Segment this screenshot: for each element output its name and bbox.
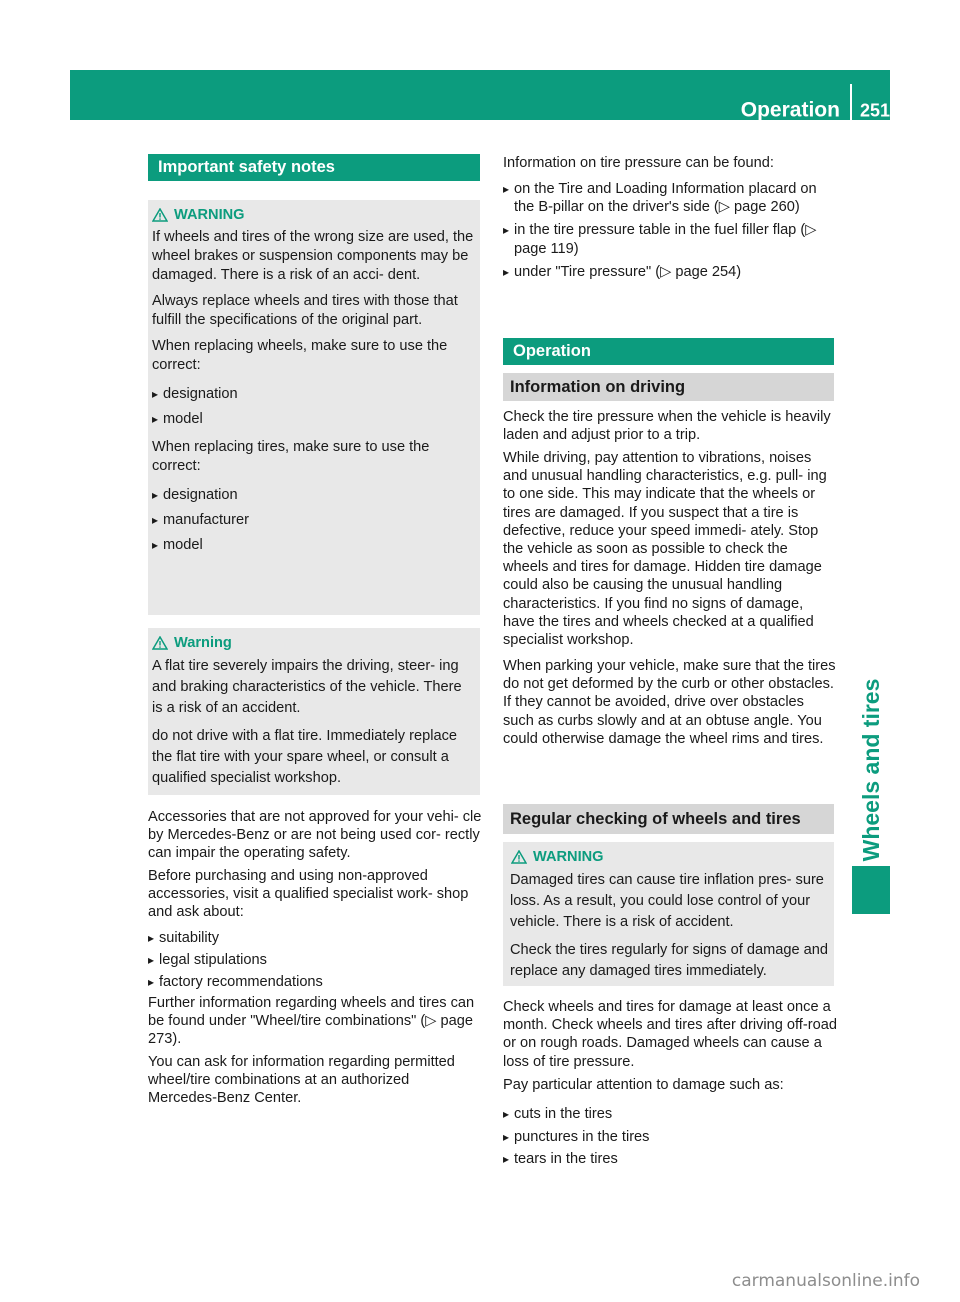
list-item: ▸ under "Tire pressure" (▷ page 254) xyxy=(503,263,834,281)
paragraph-ask-dealer: You can ask for information regarding permitted wheel/tire combinations at an authorized Mercedes-Benz Center. xyxy=(148,1054,455,1107)
paragraph-accessories: Accessories that are not approved for your vehi- cle by Mercedes-Benz or are not being used cor- rectly can impair the operating safety. xyxy=(148,809,482,862)
wheel-criteria-list xyxy=(152,382,474,432)
warning-paragraph: Always replace wheels and tires with those that fulfill the specifications of the original part. xyxy=(152,293,458,328)
warning-triangle-icon xyxy=(152,208,168,222)
ask-about-list xyxy=(148,927,482,993)
tire-criteria-list xyxy=(152,483,474,558)
page-number: 251 xyxy=(859,100,890,121)
subsection-title-regular-checking: Regular checking of wheels and tires xyxy=(503,804,834,834)
section-title-operation: Operation xyxy=(503,338,834,365)
paragraph-before-purchasing: Before purchasing and using non-approved accessories, visit a qualified specialist work- shop and ask about: xyxy=(148,868,469,921)
paragraph-damage-types: Pay particular attention to damage such as: xyxy=(503,1077,784,1093)
paragraph-further-info: Further information regarding wheels and tires can be found under "Wheel/tire combinations" (▷ page 273). xyxy=(148,995,475,1048)
warning-paragraph: When replacing wheels, make sure to use the correct: xyxy=(152,338,448,373)
paragraph-check-pressure: Check the tire pressure when the vehicle is heavily laden and adjust prior to a trip. xyxy=(503,409,831,444)
paragraph-tire-pressure-info: Information on tire pressure can be found: xyxy=(503,155,774,171)
warning-box-damaged-tires xyxy=(503,842,834,986)
warning-triangle-icon xyxy=(511,850,527,864)
warning-box-wheel-size xyxy=(148,200,480,615)
list-item: ▸ designation xyxy=(152,382,474,407)
watermark-logo: carmanualsonline.info xyxy=(731,1270,920,1291)
paragraph-while-driving: While driving, pay attention to vibrations, noises and unusual handling characteristics, e.g. pull- ing to one side. This may indicate that the wheels or tires are damaged. If you suspect that a tire is defective, reduce your speed immedi- ately. Stop the vehicle as soon as possible to check the wheels and tires for damage. Hidden tire damage could also be causing the unusual handling characteristics. If you find no signs of damage, have the tires and wheels checked at a qualified specialist workshop. xyxy=(503,450,827,649)
tire-pressure-locations-list xyxy=(503,180,834,281)
section-title-safety: Important safety notes xyxy=(148,154,480,181)
subsection-title-driving: Information on driving xyxy=(503,373,834,401)
warning-triangle-icon xyxy=(152,636,168,650)
list-item: ▸ designation xyxy=(152,483,474,508)
warning-title: Warning xyxy=(152,634,474,652)
list-item: ▸ tears in the tires xyxy=(503,1148,837,1171)
list-item: ▸ factory recommendations xyxy=(148,971,482,993)
warning-paragraph: Damaged tires can cause tire inflation pres- sure loss. As a result, you could lose control of your vehicle. There is a risk of accident. xyxy=(510,872,824,930)
side-tab-label: Wheels and tires xyxy=(857,678,884,862)
list-item: ▸ model xyxy=(152,533,474,558)
list-item: ▸ in the tire pressure table in the fuel filler flap (▷ page 119) xyxy=(503,221,834,257)
warning-paragraph: A flat tire severely impairs the driving, steer- ing and braking characteristics of the vehicle. There is a risk of an accident. xyxy=(152,658,462,716)
warning-paragraph: When replacing tires, make sure to use the correct: xyxy=(152,439,430,474)
header-title xyxy=(741,86,890,136)
chapter-title: Operation xyxy=(740,98,840,122)
paragraph-monthly-check: Check wheels and tires for damage at least once a month. Check wheels and tires after driving off-road or on rough roads. Damaged wheels can cause a loss of tire pressure. xyxy=(503,999,837,1070)
damage-types-list xyxy=(503,1103,837,1171)
list-item: ▸ on the Tire and Loading Information placard on the B-pillar on the driver's side (▷ page 260) xyxy=(503,180,834,216)
list-item: ▸ punctures in the tires xyxy=(503,1126,837,1149)
warning-paragraph: Check the tires regularly for signs of damage and replace any damaged tires immediately. xyxy=(510,942,828,979)
paragraph-parking: When parking your vehicle, make sure that the tires do not get deformed by the curb or other obstacles. If they cannot be avoided, drive over obstacles such as curbs slowly and at an obtuse angle. You could otherwise damage the wheel rims and tires. xyxy=(503,658,836,747)
side-tab-block xyxy=(852,866,890,914)
list-item: ▸ legal stipulations xyxy=(148,949,482,971)
warning-title: WARNING xyxy=(511,848,828,866)
warning-paragraph: do not drive with a flat tire. Immediately replace the flat tire with your spare wheel, or consult a qualified specialist workshop. xyxy=(152,728,457,786)
list-item: ▸ cuts in the tires xyxy=(503,1103,837,1126)
list-item: ▸ manufacturer xyxy=(152,508,474,533)
warning-paragraph: If wheels and tires of the wrong size are used, the wheel brakes or suspension components may be damaged. There is a risk of an acci- dent. xyxy=(152,229,474,283)
list-item: ▸ model xyxy=(152,407,474,432)
warning-title: WARNING xyxy=(152,206,474,224)
warning-box-flat-tire xyxy=(148,628,480,795)
header-separator xyxy=(850,84,852,134)
list-item: ▸ suitability xyxy=(148,927,482,949)
